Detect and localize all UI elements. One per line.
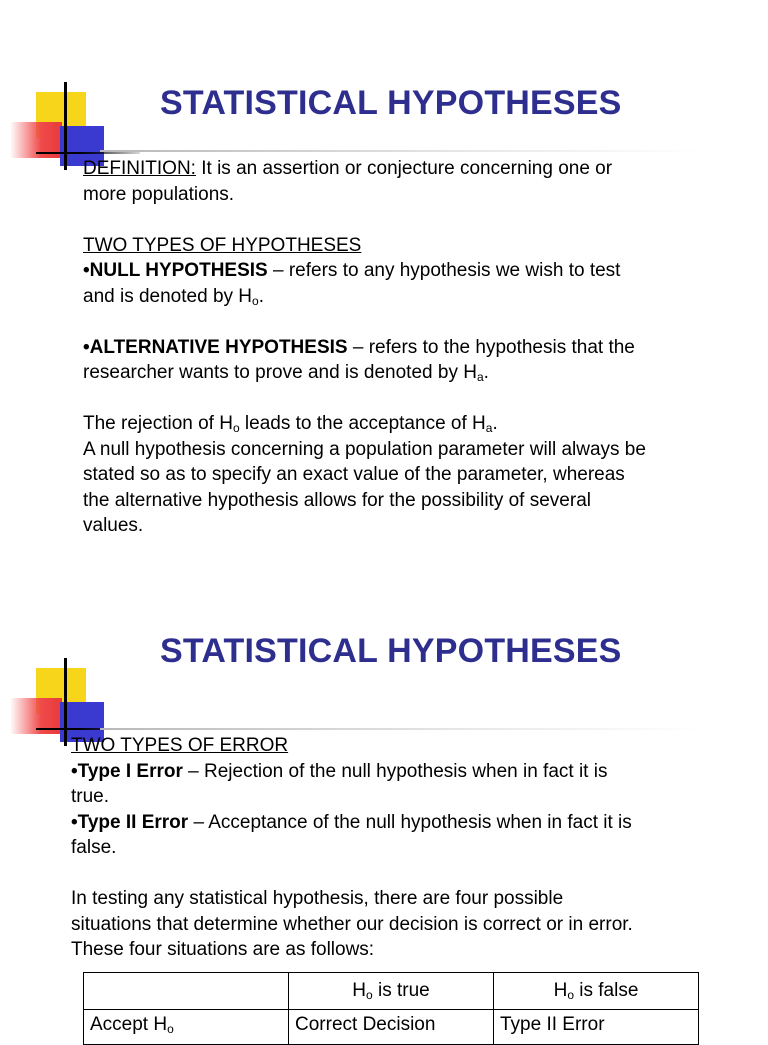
definition-text-cont: more populations. — [83, 183, 235, 205]
table-cell: Correct Decision — [289, 1010, 494, 1045]
alternative-hypothesis-label: •ALTERNATIVE HYPOTHESIS — [83, 336, 348, 358]
errors-heading: TWO TYPES OF ERROR — [71, 735, 289, 756]
type-2-error-cont: false. — [71, 837, 117, 858]
slide-2-body — [71, 733, 731, 963]
null-hypothesis-cont: and is denoted by $H_o$. — [83, 285, 264, 308]
type-2-error-text: – Acceptance of the null hypothesis when in fact it is — [188, 811, 632, 833]
slide-2 — [0, 560, 768, 1036]
alternative-hypothesis-item — [83, 335, 733, 361]
type-2-error-item — [71, 810, 731, 836]
paragraph-line: values. — [83, 515, 144, 536]
null-hypothesis-label: •NULL HYPOTHESIS — [83, 260, 268, 281]
paragraph-line: the alternative hypothesis allows for the possibility of several — [83, 489, 591, 511]
title-divider — [100, 150, 700, 152]
null-hypothesis-text: – refers to any hypothesis we wish to test — [267, 260, 621, 281]
decision-table — [83, 972, 699, 1045]
null-hypothesis-item — [83, 258, 733, 284]
table-cell: Type II Error — [494, 1010, 699, 1045]
definition-text: It is an assertion or conjecture concerning one or — [195, 158, 613, 179]
type-2-error-label: •Type II Error — [71, 811, 189, 833]
table-header-ho-false: $H_o$ is false — [494, 973, 699, 1010]
slide-1-body — [83, 156, 733, 539]
definition-label: DEFINITION: — [83, 158, 196, 179]
rejection-statement: The rejection of $H_o$ leads to the acceptance of $H_a$. — [83, 413, 498, 435]
type-1-error-text: – Rejection of the null hypothesis when in fact it is — [182, 760, 608, 782]
table-header-ho-true: $H_o$ is true — [289, 973, 494, 1010]
type-1-error-cont: true. — [71, 786, 110, 807]
type-1-error-label: •Type I Error — [71, 760, 183, 782]
types-heading: TWO TYPES OF HYPOTHESES — [83, 234, 362, 256]
table-row — [84, 1010, 699, 1045]
alternative-hypothesis-cont: researcher wants to prove and is denoted by $H_a$. — [83, 362, 489, 384]
page-title: STATISTICAL HYPOTHESES — [160, 632, 622, 670]
type-1-error-item — [71, 759, 731, 785]
paragraph-line: A null hypothesis concerning a population parameter will always be — [83, 438, 646, 460]
table-header-row — [84, 973, 699, 1010]
table-corner-cell — [84, 973, 289, 1010]
paragraph-line: In testing any statistical hypothesis, there are four possible — [71, 888, 564, 909]
page-title: STATISTICAL HYPOTHESES — [160, 84, 622, 122]
alternative-hypothesis-text: – refers to the hypothesis that the — [347, 336, 635, 358]
paragraph-line: stated so as to specify an exact value of the parameter, whereas — [83, 464, 625, 485]
table-row-label: Accept $H_o$ — [84, 1010, 289, 1045]
paragraph-line: These four situations are as follows: — [71, 939, 375, 960]
paragraph-line: situations that determine whether our decision is correct or in error. — [71, 913, 633, 935]
title-divider — [100, 728, 700, 730]
definition-paragraph — [83, 156, 733, 182]
